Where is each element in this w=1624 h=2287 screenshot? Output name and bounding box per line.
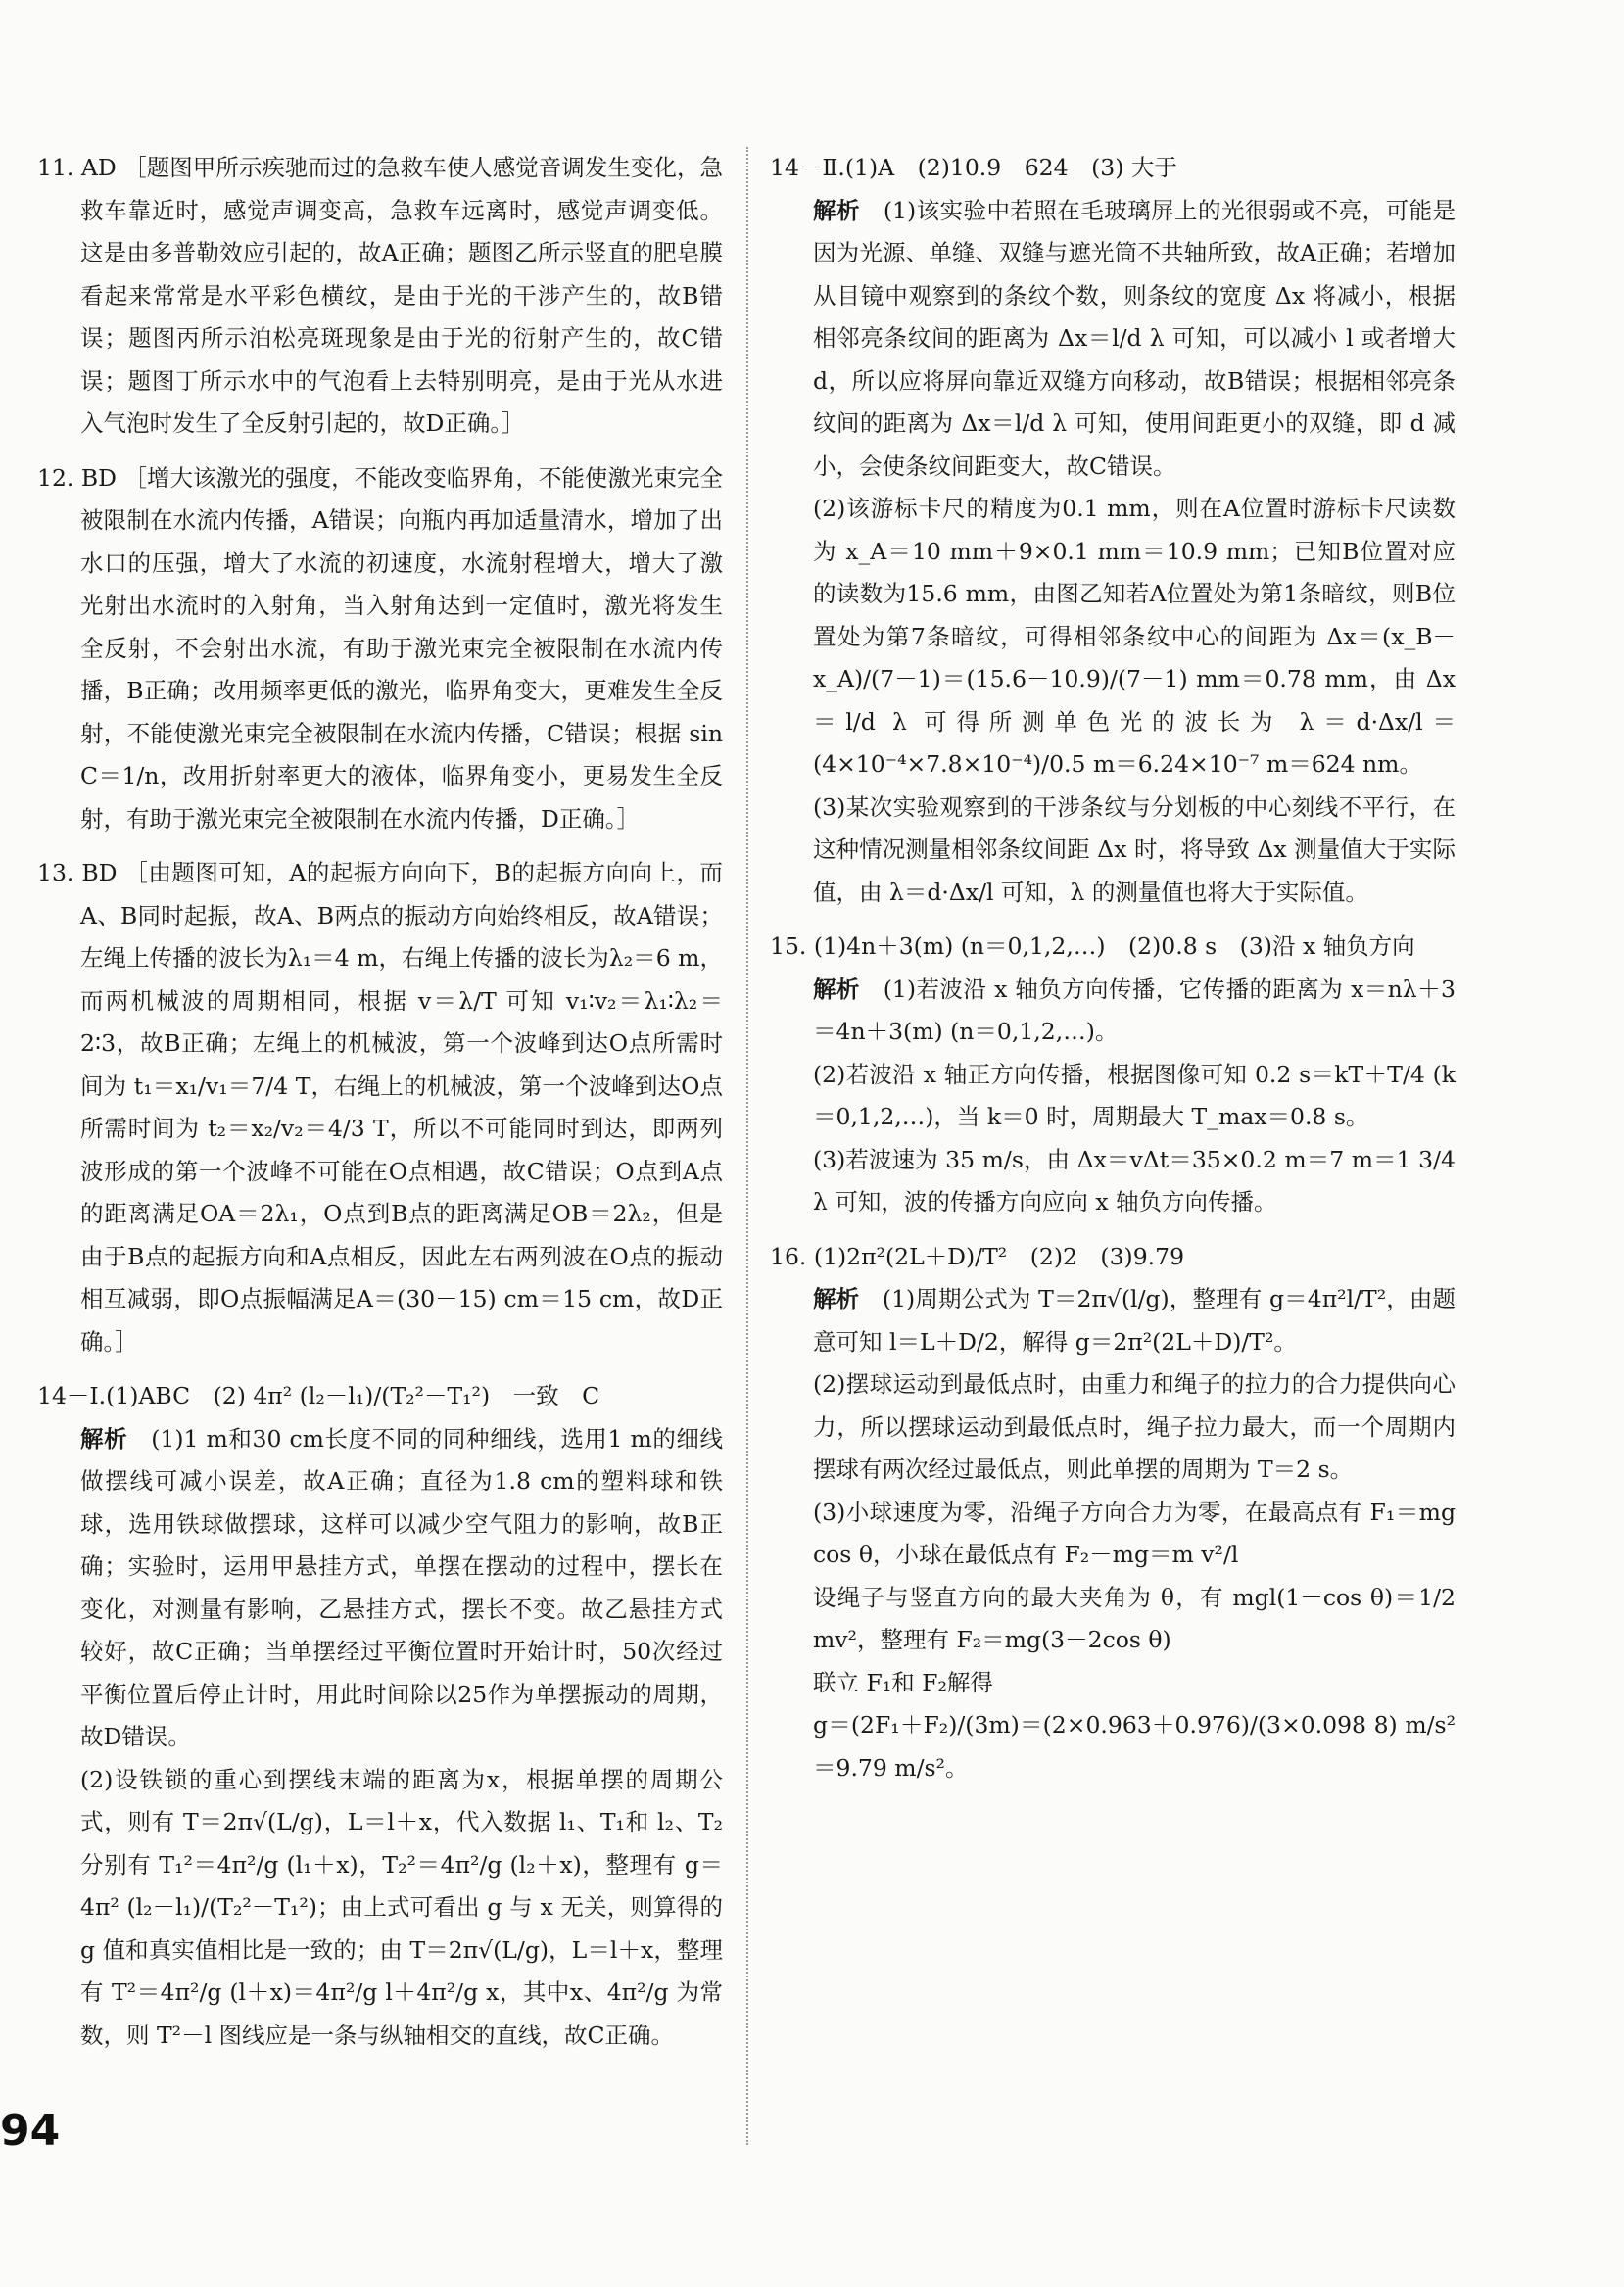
answer-14-ii-analysis: [770, 190, 1456, 489]
answer-15-part2: (2)若波沿 x 轴正方向传播，根据图像可知 0.2 s＝kT＋T/4 (k＝0,1,2,…)，当 k＝0 时，周期最大 T_max＝0.8 s。: [813, 1060, 1456, 1130]
answer-12: [37, 457, 723, 841]
analysis-text: (1)若波沿 x 轴负方向传播，它传播的距离为 x＝nλ＋3＝4n＋3(m) (n＝0,1,2,…)。: [813, 975, 1456, 1045]
answer-13-text: 13. BD ［由题图可知，A的起振方向向下，B的起振方向向上，而A、B同时起振，故A、B两点的振动方向始终相反，故A错误；左绳上传播的波长为λ₁＝4 m，右绳上传播的波长为λ₂＝6 m，而两机械波的周期相同，根据 v＝λ/T 可知 v₁∶v₂＝λ₁∶λ₂＝2∶3，故B正确；左绳上的机械波，第一个波峰到达O点所需时间为 t₁＝x₁/v₁＝7/4 T，右绳上的机械波，第一个波峰到达O点所需时间为 t₂＝x₂/v₂＝4/3 T，所以不可能同时到达，即两列波形成的第一个波峰不可能在O点相遇，故C错误；O点到A点的距离满足OA＝2λ₁，O点到B点的距离满足OB＝2λ₂，但是由于B点的起振方向和A点相反，因此左右两列波在O点的振动相互减弱，即O点振幅满足A＝(30－15) cm＝15 cm，故D正确。］: [37, 859, 723, 1356]
left-column: [37, 147, 723, 2069]
answer-14-i-part2: (2)设铁锁的重心到摆线末端的距离为x，根据单摆的周期公式，则有 T＝2π√(L/g)，L＝l＋x，代入数据 l₁、T₁和 l₂、T₂分别有 T₁²＝4π²/g (l₁＋x)，T₂²＝4π²/g (l₂＋x)，整理有 g＝4π² (l₂－l₁)/(T₂²－T₁²)；由上式可看出 g 与 x 无关，则算得的 g 值和真实值相比是一致的；由 T＝2π√(L/g)，L＝l＋x，整理有 T²＝4π²/g (l＋x)＝4π²/g l＋4π²/g x，其中x、4π²/g 为常数，则 T²－l 图线应是一条与纵轴相交的直线，故C正确。: [80, 1765, 723, 2049]
answer-13: [37, 852, 723, 1363]
answer-16-part5: 联立 F₁和 F₂解得: [813, 1668, 993, 1696]
answer-14-i: [37, 1375, 723, 2057]
answer-16-analysis: [770, 1278, 1456, 1363]
answer-11: [37, 147, 723, 446]
column-divider: [746, 147, 748, 2145]
answer-15: [770, 926, 1456, 1224]
answer-16-part2: (2)摆球运动到最低点时，由重力和绳子的拉力的合力提供向心力，所以摆球运动到最低点时，绳子拉力最大，而一个周期内摆球有两次经过最低点，则此单摆的周期为 T＝2 s。: [813, 1370, 1456, 1483]
answer-16: [770, 1236, 1456, 1790]
answer-16-head: 16. (1)2π²(2L＋D)/T² (2)2 (3)9.79: [770, 1242, 1185, 1270]
analysis-label: 解析: [813, 196, 860, 224]
answer-14-i-head: 14－Ⅰ.(1)ABC (2) 4π² (l₂－l₁)/(T₂²－T₁²) 一致 C: [37, 1382, 600, 1409]
analysis-text: (1)周期公式为 T＝2π√(l/g)，整理有 g＝4π²l/T²，由题意可知 l＝L＋D/2，解得 g＝2π²(2L＋D)/T²。: [813, 1285, 1457, 1356]
analysis-label: 解析: [813, 1285, 860, 1312]
analysis-label: 解析: [813, 975, 860, 1003]
answer-16-part4: 设绳子与竖直方向的最大夹角为 θ，有 mgl(1－cos θ)＝1/2 mv²，整理有 F₂＝mg(3－2cos θ): [813, 1583, 1456, 1653]
answer-12-text: 12. BD ［增大该激光的强度，不能改变临界角，不能使激光束完全被限制在水流内传播，A错误；向瓶内再加适量清水，增加了出水口的压强，增大了水流的初速度，水流射程增大，增大了激光射出水流时的入射角，当入射角达到一定值时，激光将发生全反射，不会射出水流，有助于激光束完全被限制在水流内传播，B正确；改用频率更低的激光，临界角变大，更难发生全反射，不能使激光束完全被限制在水流内传播，C错误；根据 sin C＝1/n，改用折射率更大的液体，临界角变小，更易发生全反射，有助于激光束完全被限制在水流内传播，D正确。］: [37, 463, 723, 833]
answer-15-part3: (3)若波速为 35 m/s，由 Δx＝vΔt＝35×0.2 m＝7 m＝1 3/4 λ 可知，波的传播方向应向 x 轴负方向传播。: [813, 1145, 1456, 1215]
right-column: [770, 147, 1456, 1801]
answer-16-part3: (3)小球速度为零，沿绳子方向合力为零，在最高点有 F₁＝mg cos θ，小球在最低点有 F₂－mg＝m v²/l: [813, 1498, 1456, 1568]
answer-14-ii: [770, 147, 1456, 914]
answer-15-analysis: [770, 969, 1456, 1054]
answer-16-part6: g＝(2F₁＋F₂)/(3m)＝(2×0.963＋0.976)/(3×0.098 8) m/s²＝9.79 m/s²。: [813, 1711, 1456, 1782]
analysis-label: 解析: [80, 1424, 128, 1453]
answer-14-i-analysis: [37, 1418, 723, 1759]
answer-14-ii-part2: (2)该游标卡尺的精度为0.1 mm，则在A位置时游标卡尺读数为 x_A＝10 mm＋9×0.1 mm＝10.9 mm；已知B位置对应的读数为15.6 mm，由图乙知若A位置处为第1条暗纹，则B位置处为第7条暗纹，可得相邻条纹中心的间距为 Δx＝(x_B－x_A)/(7－1)＝(15.6－10.9)/(7－1) mm＝0.78 mm，由 Δx＝l/d λ 可得所测单色光的波长为 λ＝d·Δx/l＝(4×10⁻⁴×7.8×10⁻⁴)/0.5 m＝6.24×10⁻⁷ m＝624 nm。: [813, 495, 1456, 778]
analysis-text: (1)该实验中若照在毛玻璃屏上的光很弱或不亮，可能是因为光源、单缝、双缝与遮光筒不共轴所致，故A正确；若增加从目镜中观察到的条纹个数，则条纹的宽度 Δx 将减小，根据相邻亮条纹间的距离为 Δx＝l/d λ 可知，可以减小 l 或者增大 d，所以应将屏向靠近双缝方向移动，故B错误；根据相邻亮条纹间的距离为 Δx＝l/d λ 可知，使用间距更小的双缝，即 d 减小，会使条纹间距变大，故C错误。: [813, 196, 1456, 480]
answer-11-text: 11. AD ［题图甲所示疾驰而过的急救车使人感觉音调发生变化，急救车靠近时，感觉声调变高，急救车远离时，感觉声调变低。这是由多普勒效应引起的，故A正确；题图乙所示竖直的肥皂膜看起来常常是水平彩色横纹，是由于光的干涉产生的，故B错误；题图丙所示泊松亮斑现象是由于光的衍射产生的，故C错误；题图丁所示水中的气泡看上去特别明亮，是由于光从水进入气泡时发生了全反射引起的，故D正确。］: [37, 154, 723, 437]
answer-15-head: 15. (1)4n＋3(m) (n＝0,1,2,…) (2)0.8 s (3)沿 x 轴负方向: [770, 932, 1415, 960]
page-number: 94: [0, 2106, 61, 2156]
answer-14-ii-head: 14－Ⅱ.(1)A (2)10.9 624 (3) 大于: [770, 154, 1177, 181]
analysis-text: (1)1 m和30 cm长度不同的同种细线，选用1 m的细线做摆线可减小误差，故A正确；直径为1.8 cm的塑料球和铁球，选用铁球做摆球，这样可以减少空气阻力的影响，故B正确；实验时，运用甲悬挂方式，单摆在摆动的过程中，摆长在变化，对测量有影响，乙悬挂方式，摆长不变。故乙悬挂方式较好，故C正确；当单摆经过平衡位置时开始计时，50次经过平衡位置后停止计时，用此时间除以25作为单摆振动的周期，故D错误。: [80, 1424, 724, 1750]
answer-14-ii-part3: (3)某次实验观察到的干涉条纹与分划板的中心刻线不平行，在这种情况测量相邻条纹间距 Δx 时，将导致 Δx 测量值大于实际值，由 λ＝d·Δx/l 可知，λ 的测量值也将大于实际值。: [813, 792, 1456, 906]
